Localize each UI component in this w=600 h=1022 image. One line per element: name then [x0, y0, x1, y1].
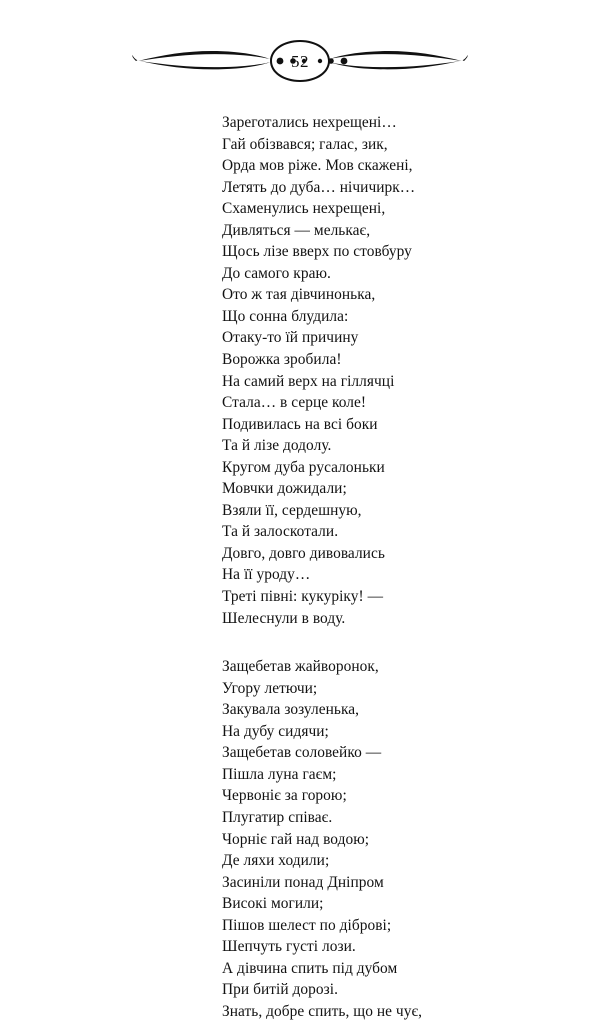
- verse-line: А дівчина спить під дубом: [222, 959, 398, 977]
- poem-body: [0, 112, 600, 1022]
- verse-line: Угору летючи;: [222, 679, 318, 697]
- verse-line: Засиніли понад Дніпром: [222, 873, 384, 891]
- verse-line: Кругом дуба русалоньки: [222, 458, 385, 476]
- verse-line: Защебетав соловейко —: [222, 744, 382, 762]
- verse-line: Де ляхи ходили;: [222, 852, 330, 870]
- verse-line: Орда мов ріже. Мов скажені,: [222, 157, 413, 175]
- verse-line: Високі могили;: [222, 895, 324, 913]
- verse-line: Та й залоскотали.: [222, 523, 339, 541]
- verse-line: Пішла луна гаєм;: [222, 765, 337, 783]
- verse-line: Стала… в серце коле!: [222, 394, 367, 412]
- verse-line: Закувала зозуленька,: [222, 701, 360, 719]
- verse-line: На дубу сидячи;: [222, 722, 329, 740]
- verse-line: Щось лізе вверх по стовбуру: [222, 243, 412, 261]
- verse-line: Шепчуть густі лози.: [222, 938, 356, 956]
- verse-line: Отаку-то їй причину: [222, 329, 359, 347]
- verse-line: Защебетав жайворонок,: [222, 658, 379, 676]
- verse-line: Дивляться — мелькає,: [222, 221, 371, 239]
- verse-line: Схаменулись нехрещені,: [222, 200, 386, 218]
- page-number-ornament: [130, 35, 470, 87]
- verse-line: До самого краю.: [222, 264, 331, 282]
- page: [0, 26, 600, 1020]
- verse-line: Мовчки дожидали;: [222, 480, 347, 498]
- verse-line: При битій дорозі.: [222, 981, 339, 999]
- verse-line: Гай обізвався; галас, зик,: [222, 135, 388, 153]
- verse-line: Шелеснули в воду.: [222, 609, 346, 627]
- verse-line: Чорніє гай над водою;: [222, 830, 370, 848]
- stanza: [0, 112, 600, 629]
- verse-line: Пішов шелест по діброві;: [222, 916, 392, 934]
- verse-line: На її уроду…: [222, 566, 311, 584]
- page-number: 52: [291, 51, 309, 71]
- verse-line: Подивилась на всі боки: [222, 415, 378, 433]
- verse-line: Червоніє за горою;: [222, 787, 347, 805]
- verse-line: Що сонна блудила:: [222, 307, 349, 325]
- verse-line: Та й лізе додолу.: [222, 437, 332, 455]
- verse-line: Плугатир співає.: [222, 808, 333, 826]
- stanza: [0, 656, 600, 1022]
- verse-line: Ото ж тая дівчинонька,: [222, 286, 376, 304]
- page-header: [0, 26, 600, 96]
- verse-line: Треті півні: кукуріку! —: [222, 588, 384, 606]
- verse-line: Летять до дуба… нічичирк…: [222, 178, 416, 196]
- verse-line: Зареготались нехрещені…: [222, 114, 397, 131]
- verse-line: На самий верх на гіллячці: [222, 372, 395, 390]
- verse-line: Ворожка зробила!: [222, 351, 342, 369]
- verse-line: Знать, добре спить, що не чує,: [222, 1002, 422, 1020]
- verse-line: Взяли її, сердешную,: [222, 501, 362, 519]
- verse-line: Довго, довго дивовались: [222, 544, 385, 562]
